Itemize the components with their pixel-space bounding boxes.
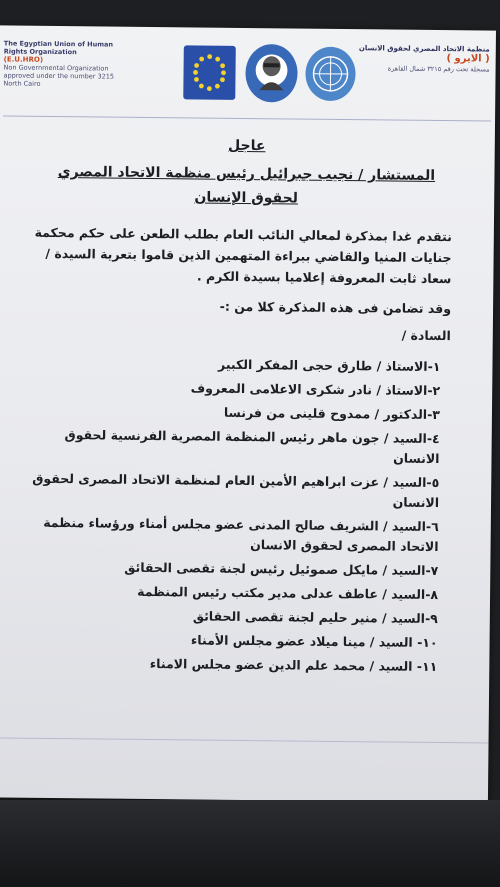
letter-body — [15, 126, 473, 682]
signatories-list — [15, 353, 470, 678]
list-item: ٩-السيد / منير حليم لجنة تقصى الحقائق — [192, 608, 438, 627]
table-surface — [0, 800, 500, 887]
org-name-ar: منظمة الاتحاد المصري لحقوق الانسان — [358, 44, 490, 54]
list-item: ٧-السيد / مايكل صموئيل رئيس لجنة تقصى الحقائق — [124, 559, 439, 579]
list-item: ١-الاستاذ / طارق حجى المفكر الكبير — [218, 356, 441, 375]
list-item: ١١- السيد / محمد علم الدين عضو مجلس الامناء — [149, 656, 438, 675]
document-page — [0, 25, 496, 802]
list-item: ٨-السيد / عاطف عدلى مدير مكتب رئيس المنظمة — [137, 583, 439, 603]
org-acronym-ar: ( الايرو ) — [446, 53, 490, 65]
list-item: ٦-السيد / الشريف صالح المدنى عضو مجلس أمناء ورؤساء منظمة الاتحاد المصرى لحقوق الانسان — [43, 514, 439, 555]
list-item: ٤-السيد / جون ماهر رئيس المنظمة المصرية الفرنسية لحقوق الانسان — [64, 427, 440, 467]
org-name-en-2: Rights Organization — [3, 47, 77, 57]
letterhead-arabic — [340, 43, 490, 75]
org-registration-ar: مسجلة تحت رقم ٣٢١٥ شمال القاهرة — [387, 64, 490, 74]
org-name-en-1: The Egyptian Union of Human — [3, 39, 114, 49]
list-item: ١٠- السيد / مينا ميلاد عضو مجلس الأمناء — [190, 632, 438, 651]
list-item: ٣-الدكتور / ممدوح قلينى من فرنسا — [223, 404, 441, 423]
intro-paragraph: نتقدم غدا بمذكرة لمعالي النائب العام بطلب الطعن على حكم محكمة جنايات المنيا والقاضي ببراءة المتهمين الذين قاموا بتعرية السيدة / سعاد ثابت المعروفة إعلاميا بسيدة الكرم . — [34, 224, 452, 287]
list-item: ٢-الاستاذ / نادر شكرى الاعلامى المعروف — [190, 380, 441, 399]
letterhead-divider — [3, 115, 491, 121]
human-rights-emblem-logo — [245, 44, 298, 103]
salutation: السادة / — [401, 327, 451, 344]
heading-line-1: المستشار / نجيب جبرائيل رئيس منظمة الاتحاد المصري — [57, 164, 436, 184]
org-acronym-en: (E.U.HRO) — [3, 55, 44, 64]
eu-flag-logo — [183, 45, 236, 100]
letterhead-english — [3, 39, 173, 89]
letterhead — [0, 25, 496, 122]
urgent-label: عاجل — [227, 137, 266, 155]
list-item: ٥-السيد / عزت ابراهيم الأمين العام لمنظمة الاتحاد المصرى لحقوق الانسان — [32, 470, 440, 511]
footer-divider — [0, 737, 489, 743]
org-registration-en: approved under the number 3215 — [3, 71, 115, 81]
solidarity-statement: وقد تضامن فى هذه المذكرة كلا من :- — [219, 298, 452, 317]
org-location-en: North Cairo — [3, 79, 41, 88]
org-type-en: Non Governmental Organization — [3, 63, 109, 73]
heading-line-2: لحقوق الإنسان — [194, 189, 299, 207]
